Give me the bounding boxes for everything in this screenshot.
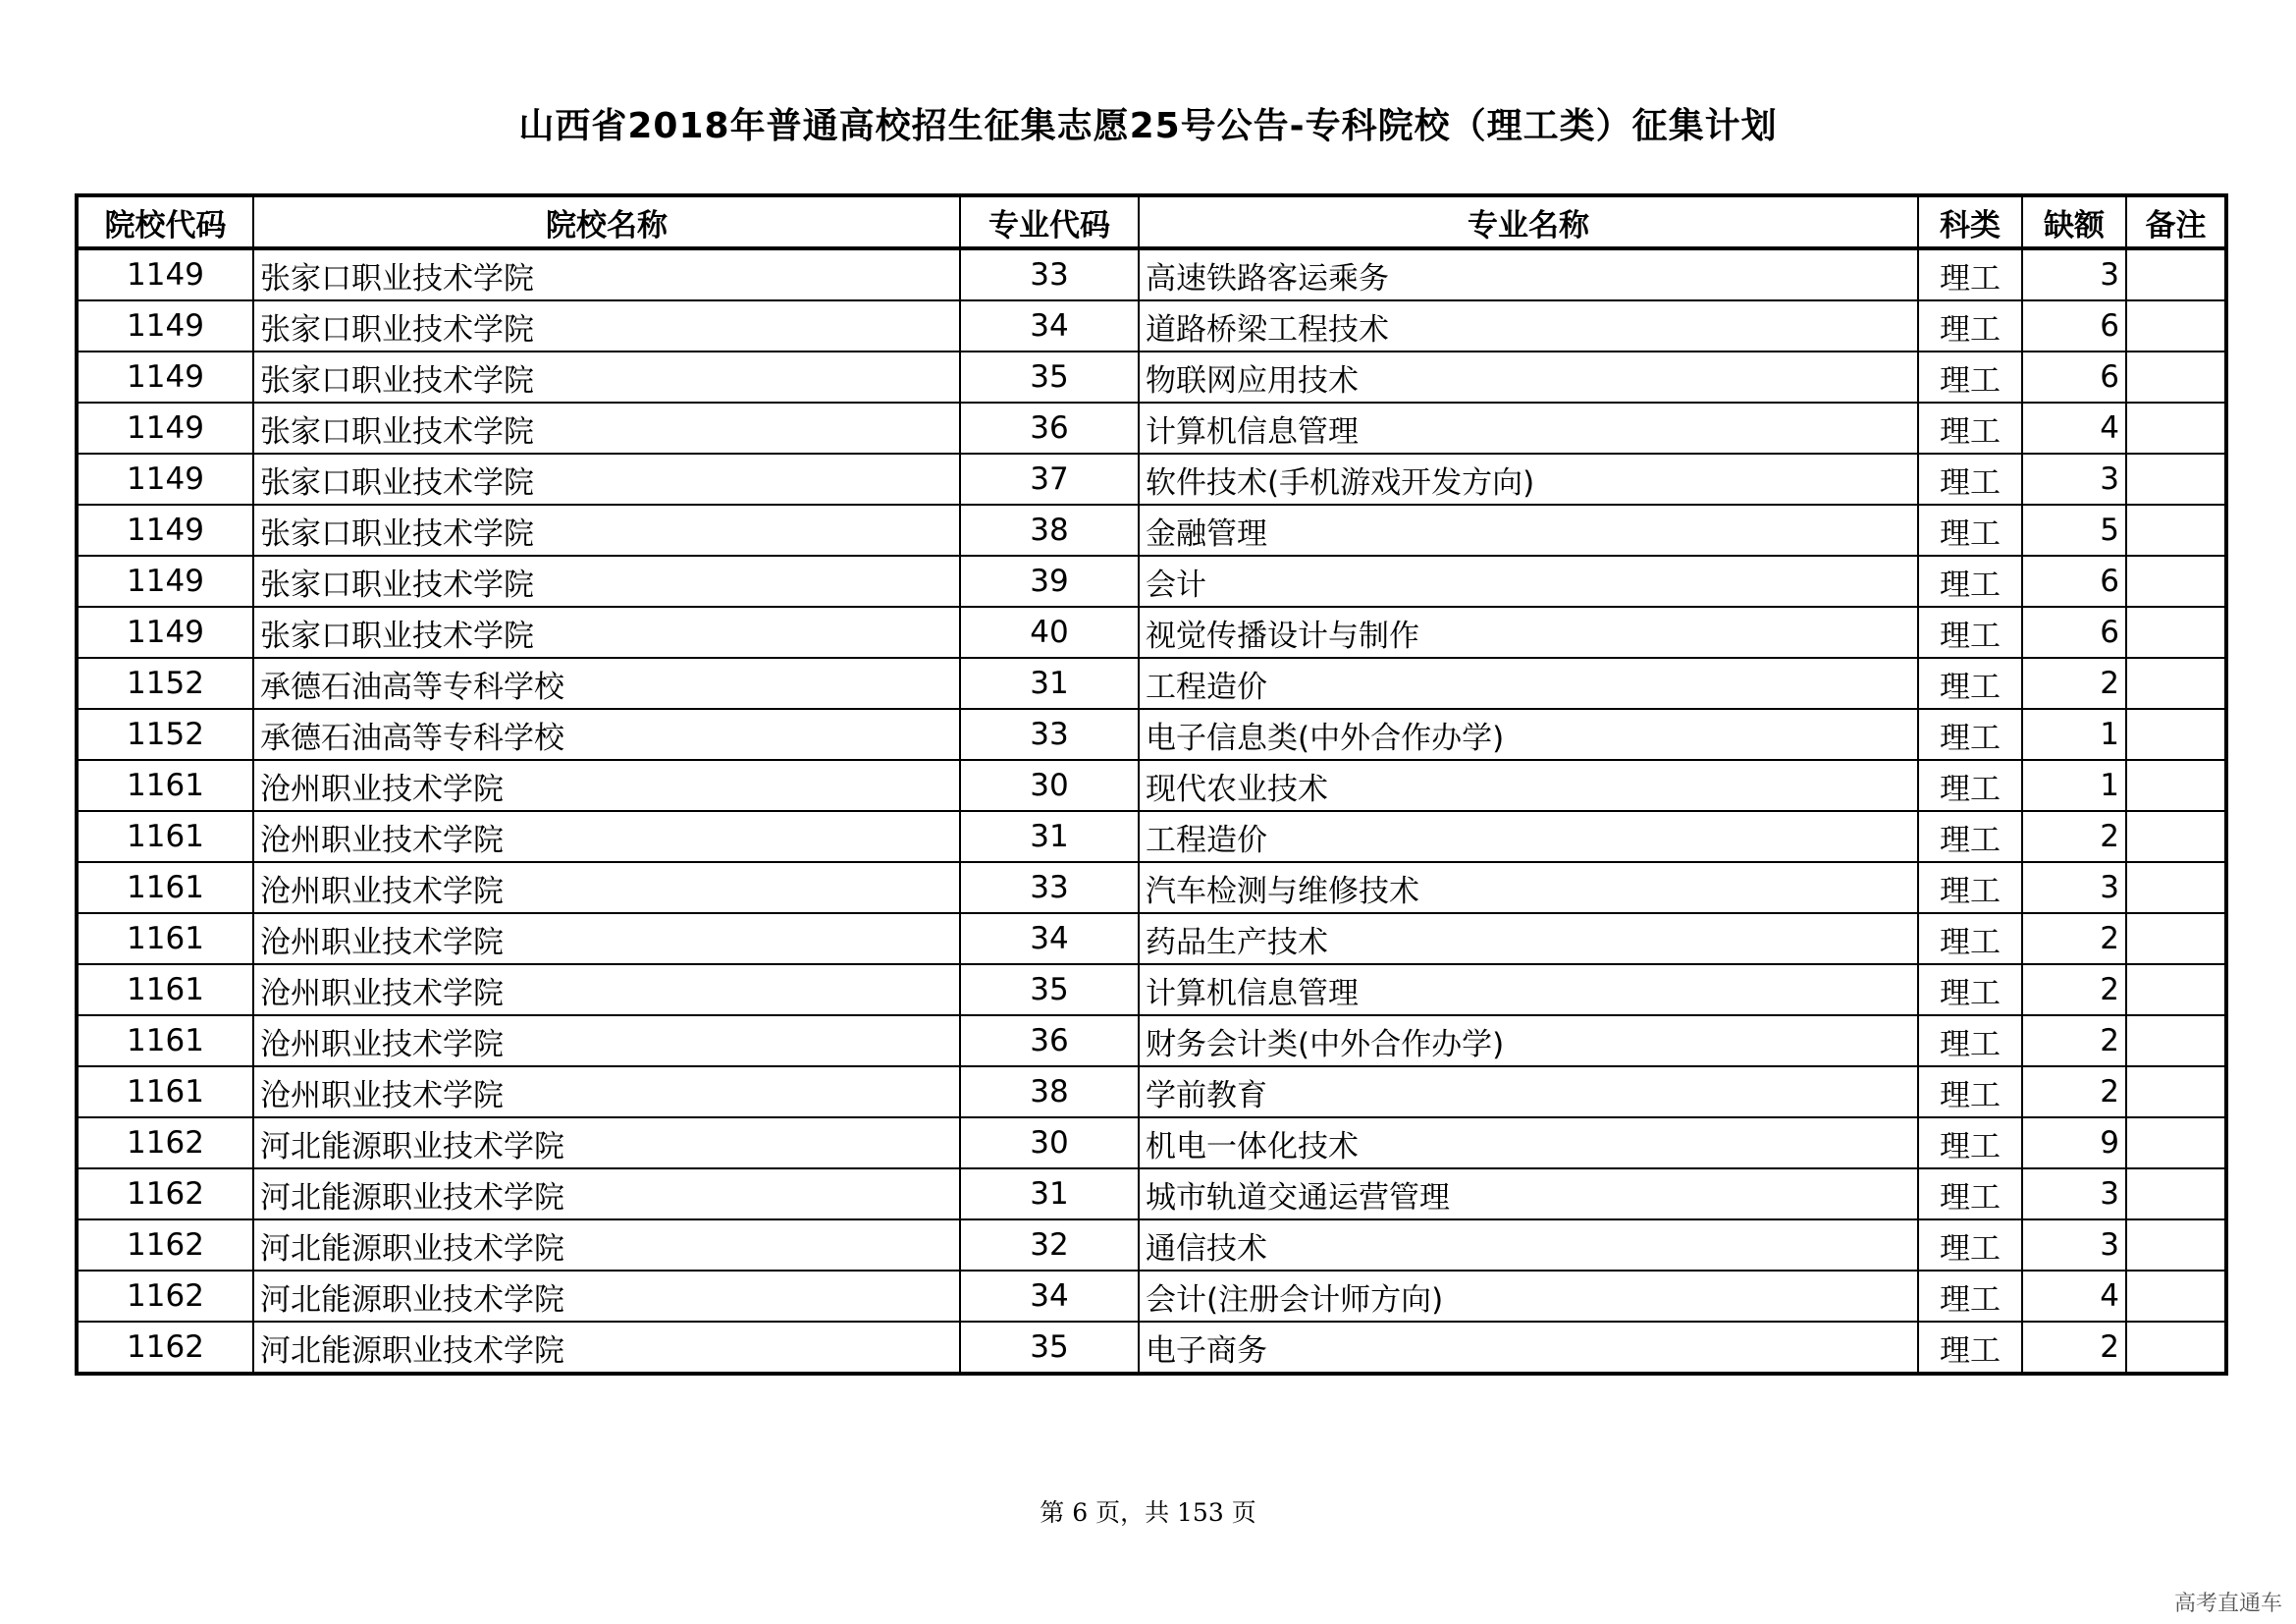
cell-school-name: 张家口职业技术学院 [253,300,960,352]
cell-school-name: 沧州职业技术学院 [253,1015,960,1066]
cell-school-code: 1162 [77,1219,253,1271]
cell-school-name: 河北能源职业技术学院 [253,1271,960,1322]
cell-category: 理工 [1918,1219,2022,1271]
cell-major-code: 34 [960,913,1139,964]
cell-major-name: 电子商务 [1139,1322,1918,1374]
cell-major-code: 33 [960,862,1139,913]
cell-vacancy: 3 [2022,1219,2126,1271]
cell-vacancy: 2 [2022,1066,2126,1117]
cell-vacancy: 3 [2022,862,2126,913]
cell-school-code: 1161 [77,862,253,913]
cell-major-name: 工程造价 [1139,658,1918,709]
table-row [77,709,2226,760]
cell-major-code: 37 [960,454,1139,505]
cell-major-code: 36 [960,403,1139,454]
cell-school-code: 1161 [77,1015,253,1066]
cell-major-code: 30 [960,1117,1139,1168]
cell-major-name: 金融管理 [1139,505,1918,556]
cell-school-code: 1149 [77,403,253,454]
cell-vacancy: 6 [2022,352,2126,403]
table-row [77,607,2226,658]
cell-category: 理工 [1918,1168,2022,1219]
cell-remarks [2126,913,2226,964]
table-row [77,658,2226,709]
table-row [77,760,2226,811]
cell-remarks [2126,248,2226,300]
cell-remarks [2126,607,2226,658]
cell-major-code: 35 [960,1322,1139,1374]
cell-remarks [2126,1168,2226,1219]
cell-major-name: 计算机信息管理 [1139,403,1918,454]
cell-vacancy: 2 [2022,913,2126,964]
cell-remarks [2126,403,2226,454]
cell-school-name: 沧州职业技术学院 [253,964,960,1015]
cell-school-name: 沧州职业技术学院 [253,760,960,811]
cell-major-name: 城市轨道交通运营管理 [1139,1168,1918,1219]
table-row [77,1168,2226,1219]
cell-major-code: 32 [960,1219,1139,1271]
cell-major-code: 31 [960,658,1139,709]
cell-major-code: 31 [960,1168,1139,1219]
cell-major-name: 汽车检测与维修技术 [1139,862,1918,913]
cell-vacancy: 3 [2022,454,2126,505]
cell-category: 理工 [1918,607,2022,658]
cell-vacancy: 6 [2022,556,2126,607]
cell-category: 理工 [1918,352,2022,403]
table-row [77,505,2226,556]
cell-remarks [2126,505,2226,556]
table-row [77,964,2226,1015]
enrollment-plan-table [75,193,2228,1376]
cell-remarks [2126,1271,2226,1322]
table-row [77,248,2226,300]
cell-major-name: 药品生产技术 [1139,913,1918,964]
cell-vacancy: 5 [2022,505,2126,556]
cell-major-name: 学前教育 [1139,1066,1918,1117]
table-row [77,1219,2226,1271]
cell-major-code: 39 [960,556,1139,607]
cell-school-code: 1149 [77,556,253,607]
cell-category: 理工 [1918,760,2022,811]
cell-school-code: 1162 [77,1322,253,1374]
table-row [77,454,2226,505]
table-row [77,862,2226,913]
cell-school-code: 1149 [77,352,253,403]
cell-remarks [2126,760,2226,811]
cell-school-code: 1149 [77,505,253,556]
cell-major-name: 物联网应用技术 [1139,352,1918,403]
cell-major-code: 35 [960,352,1139,403]
cell-school-code: 1149 [77,300,253,352]
cell-category: 理工 [1918,862,2022,913]
cell-major-code: 35 [960,964,1139,1015]
watermark: 高考直通车 [2173,1592,2282,1616]
cell-school-code: 1162 [77,1117,253,1168]
cell-school-code: 1161 [77,964,253,1015]
cell-major-name: 道路桥梁工程技术 [1139,300,1918,352]
cell-school-name: 张家口职业技术学院 [253,607,960,658]
cell-vacancy: 2 [2022,964,2126,1015]
cell-school-name: 河北能源职业技术学院 [253,1168,960,1219]
cell-remarks [2126,556,2226,607]
table-row [77,352,2226,403]
cell-remarks [2126,811,2226,862]
table-body [77,248,2226,1374]
cell-remarks [2126,1322,2226,1374]
header-major-code: 专业代码 [960,195,1139,248]
cell-school-code: 1161 [77,811,253,862]
cell-school-name: 张家口职业技术学院 [253,403,960,454]
cell-major-name: 现代农业技术 [1139,760,1918,811]
cell-remarks [2126,352,2226,403]
cell-major-code: 40 [960,607,1139,658]
cell-major-name: 视觉传播设计与制作 [1139,607,1918,658]
table-row [77,1015,2226,1066]
cell-major-code: 33 [960,248,1139,300]
cell-vacancy: 1 [2022,760,2126,811]
table-row [77,556,2226,607]
header-major-name: 专业名称 [1139,195,1918,248]
table-row [77,403,2226,454]
cell-school-code: 1149 [77,607,253,658]
cell-school-name: 沧州职业技术学院 [253,811,960,862]
cell-category: 理工 [1918,403,2022,454]
cell-school-name: 沧州职业技术学院 [253,1066,960,1117]
cell-vacancy: 4 [2022,1271,2126,1322]
cell-school-name: 河北能源职业技术学院 [253,1219,960,1271]
cell-category: 理工 [1918,1066,2022,1117]
table-row [77,1066,2226,1117]
cell-category: 理工 [1918,1015,2022,1066]
cell-school-code: 1149 [77,454,253,505]
table-header-row [77,195,2226,248]
cell-school-name: 张家口职业技术学院 [253,556,960,607]
cell-vacancy: 4 [2022,403,2126,454]
cell-school-name: 河北能源职业技术学院 [253,1322,960,1374]
page-number: 第 6 页，共 153 页 [1040,1498,1256,1527]
cell-category: 理工 [1918,1322,2022,1374]
cell-school-name: 承德石油高等专科学校 [253,658,960,709]
table-row [77,913,2226,964]
cell-major-code: 36 [960,1015,1139,1066]
cell-vacancy: 2 [2022,1015,2126,1066]
header-remarks: 备注 [2126,195,2226,248]
cell-school-name: 张家口职业技术学院 [253,454,960,505]
table-row [77,1117,2226,1168]
table-row [77,811,2226,862]
cell-remarks [2126,454,2226,505]
cell-vacancy: 2 [2022,658,2126,709]
cell-school-code: 1152 [77,709,253,760]
cell-major-name: 软件技术(手机游戏开发方向) [1139,454,1918,505]
cell-school-code: 1161 [77,1066,253,1117]
cell-major-code: 31 [960,811,1139,862]
cell-school-name: 承德石油高等专科学校 [253,709,960,760]
cell-major-code: 38 [960,1066,1139,1117]
cell-school-name: 河北能源职业技术学院 [253,1117,960,1168]
cell-major-name: 财务会计类(中外合作办学) [1139,1015,1918,1066]
header-vacancy: 缺额 [2022,195,2126,248]
cell-school-name: 张家口职业技术学院 [253,248,960,300]
cell-school-code: 1152 [77,658,253,709]
cell-vacancy: 3 [2022,1168,2126,1219]
cell-major-code: 38 [960,505,1139,556]
cell-category: 理工 [1918,556,2022,607]
cell-major-name: 高速铁路客运乘务 [1139,248,1918,300]
cell-major-code: 30 [960,760,1139,811]
cell-vacancy: 3 [2022,248,2126,300]
cell-major-code: 34 [960,300,1139,352]
cell-major-code: 34 [960,1271,1139,1322]
cell-remarks [2126,964,2226,1015]
cell-category: 理工 [1918,505,2022,556]
cell-school-code: 1161 [77,913,253,964]
cell-category: 理工 [1918,300,2022,352]
cell-remarks [2126,1219,2226,1271]
cell-category: 理工 [1918,811,2022,862]
header-category: 科类 [1918,195,2022,248]
cell-school-name: 张家口职业技术学院 [253,352,960,403]
cell-remarks [2126,709,2226,760]
cell-school-code: 1162 [77,1168,253,1219]
table-row [77,1271,2226,1322]
table-row [77,1322,2226,1374]
cell-school-code: 1161 [77,760,253,811]
cell-major-name: 工程造价 [1139,811,1918,862]
cell-remarks [2126,300,2226,352]
cell-vacancy: 6 [2022,300,2126,352]
cell-category: 理工 [1918,658,2022,709]
cell-category: 理工 [1918,454,2022,505]
cell-category: 理工 [1918,1271,2022,1322]
cell-major-name: 会计(注册会计师方向) [1139,1271,1918,1322]
cell-remarks [2126,862,2226,913]
cell-remarks [2126,1117,2226,1168]
cell-major-name: 计算机信息管理 [1139,964,1918,1015]
table-row [77,300,2226,352]
cell-vacancy: 6 [2022,607,2126,658]
cell-vacancy: 2 [2022,1322,2126,1374]
cell-remarks [2126,658,2226,709]
cell-major-name: 会计 [1139,556,1918,607]
cell-vacancy: 2 [2022,811,2126,862]
cell-school-name: 沧州职业技术学院 [253,862,960,913]
cell-category: 理工 [1918,248,2022,300]
cell-vacancy: 9 [2022,1117,2126,1168]
cell-school-code: 1149 [77,248,253,300]
cell-school-name: 张家口职业技术学院 [253,505,960,556]
header-school-name: 院校名称 [253,195,960,248]
cell-remarks [2126,1015,2226,1066]
cell-major-name: 机电一体化技术 [1139,1117,1918,1168]
cell-school-code: 1162 [77,1271,253,1322]
cell-category: 理工 [1918,1117,2022,1168]
document-title: 山西省2018年普通高校招生征集志愿25号公告-专科院校（理工类）征集计划 [518,106,1778,146]
cell-vacancy: 1 [2022,709,2126,760]
cell-major-name: 电子信息类(中外合作办学) [1139,709,1918,760]
cell-remarks [2126,1066,2226,1117]
cell-major-name: 通信技术 [1139,1219,1918,1271]
cell-category: 理工 [1918,964,2022,1015]
cell-school-name: 沧州职业技术学院 [253,913,960,964]
cell-category: 理工 [1918,709,2022,760]
header-school-code: 院校代码 [77,195,253,248]
cell-category: 理工 [1918,913,2022,964]
cell-major-code: 33 [960,709,1139,760]
